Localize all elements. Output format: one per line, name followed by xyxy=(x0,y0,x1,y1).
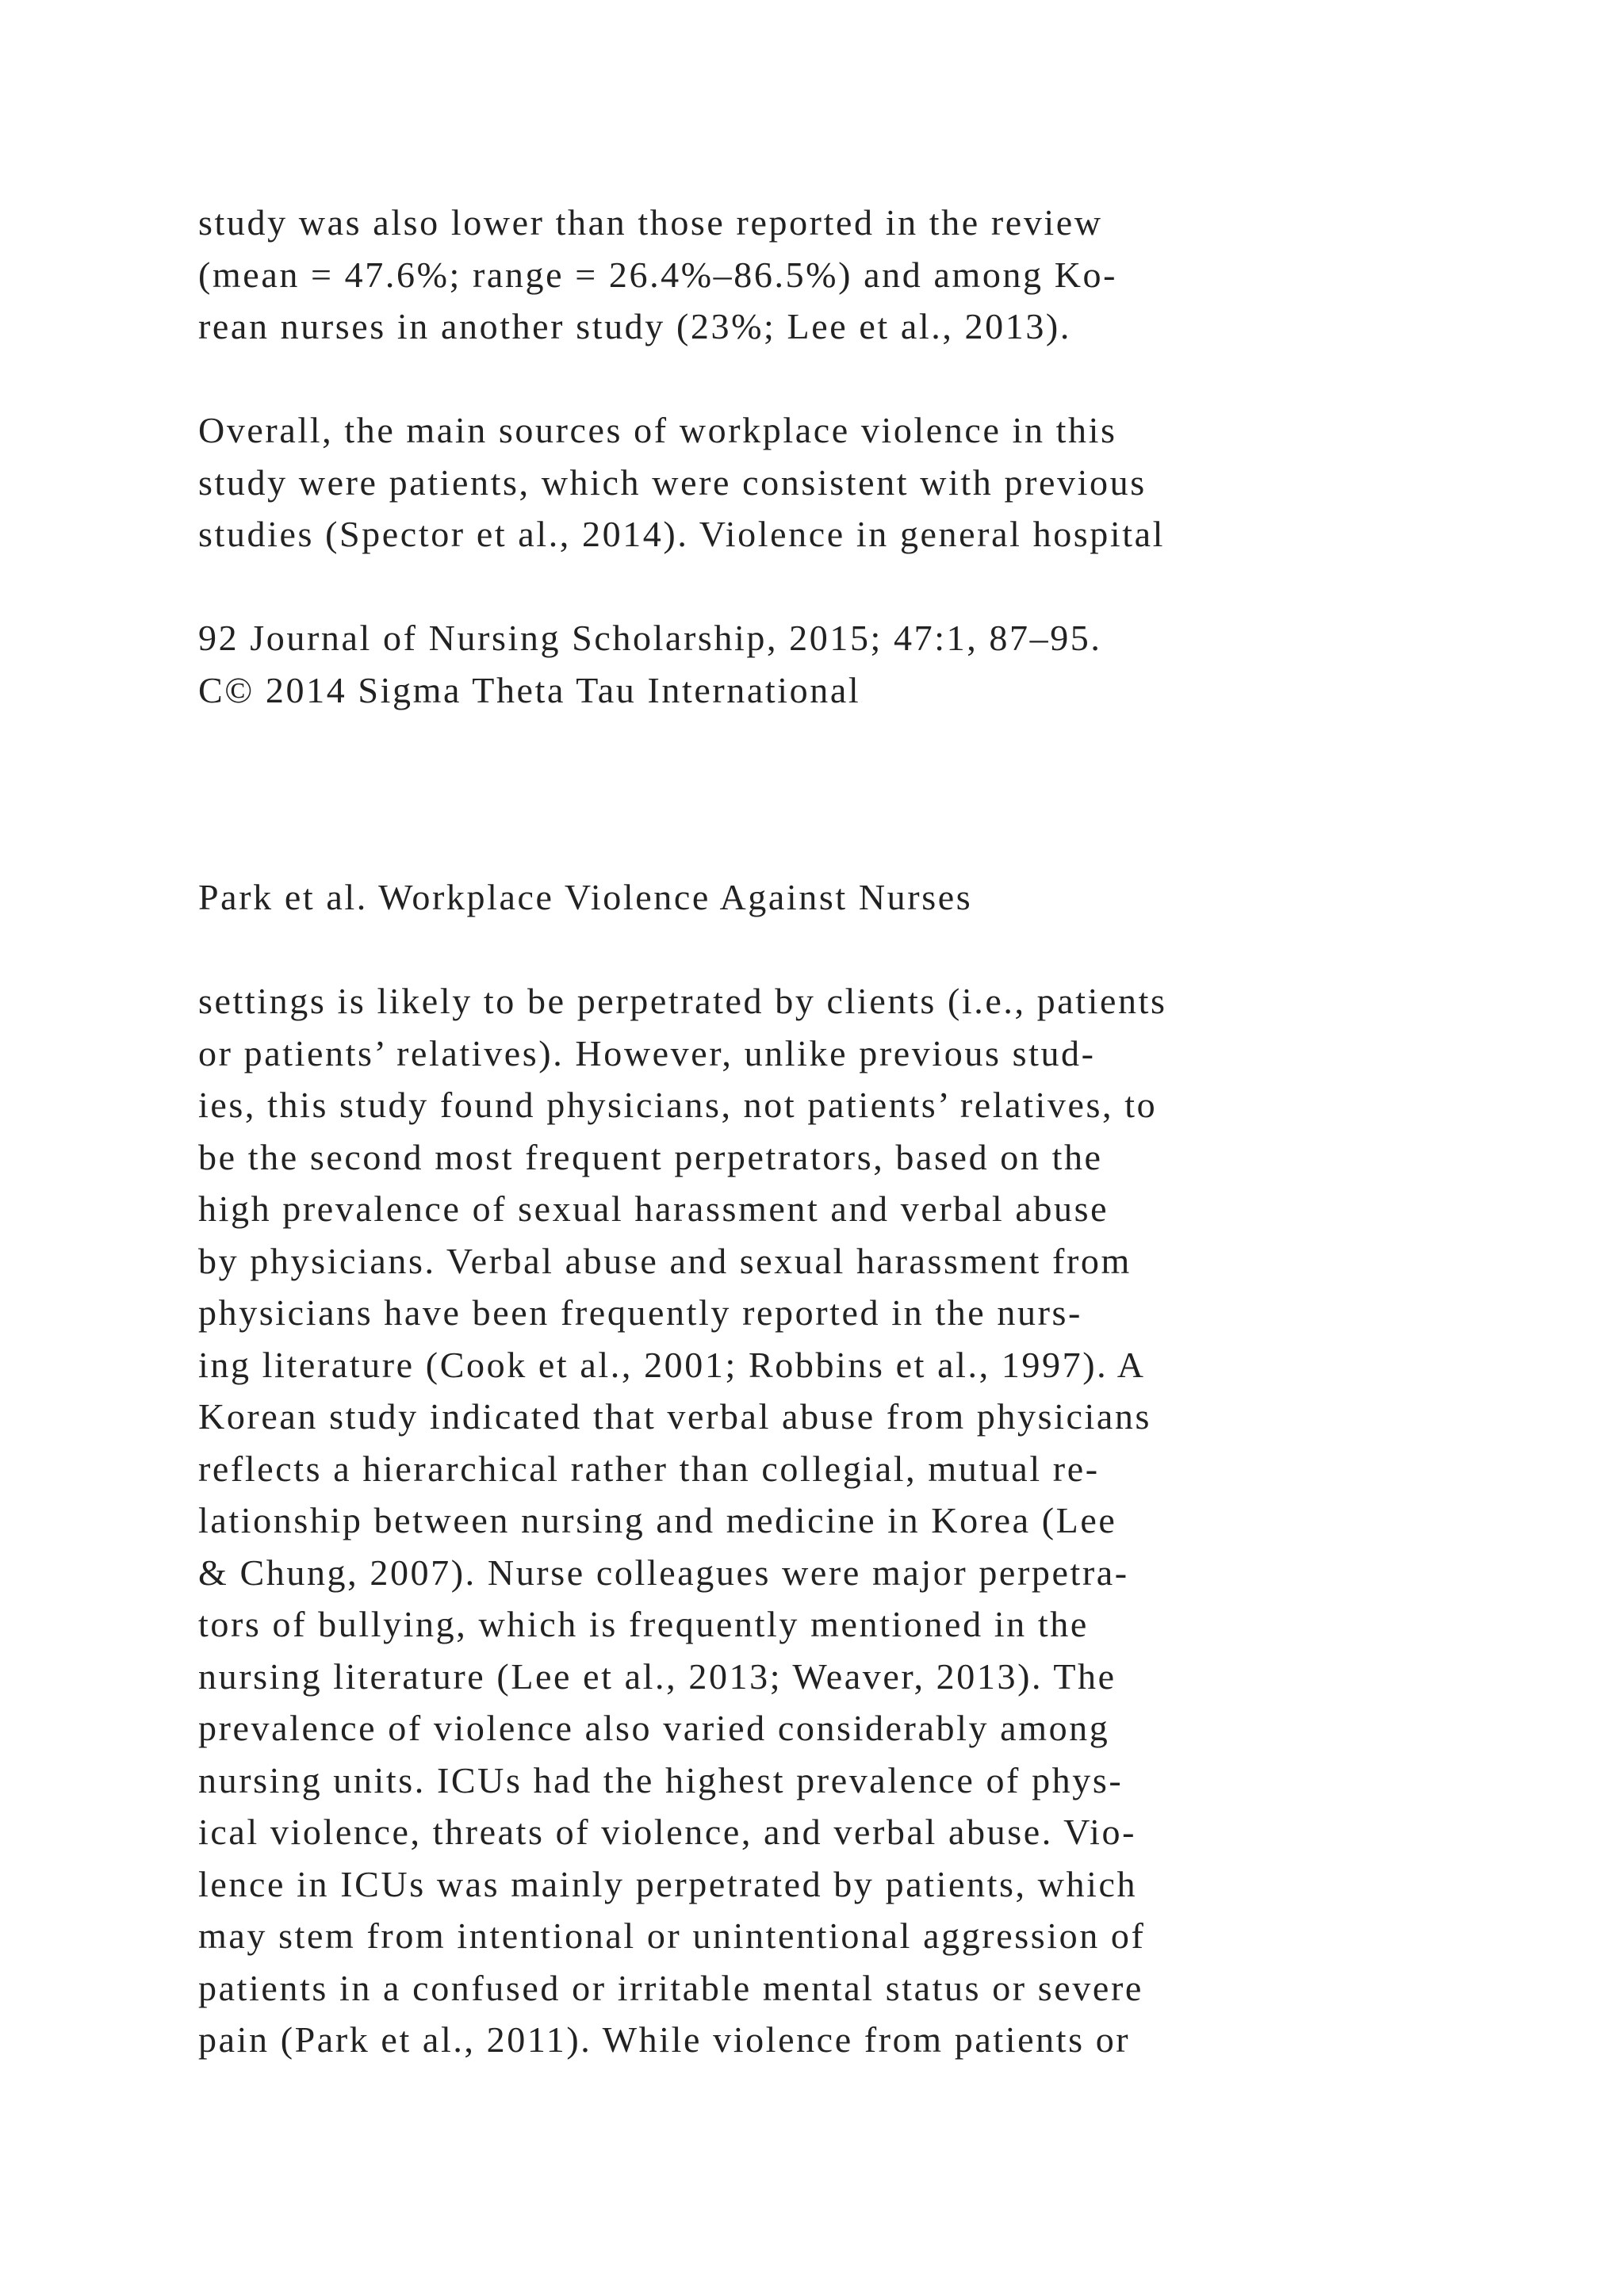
text-line: or patients’ relatives). However, unlike previous stud- xyxy=(198,1032,1096,1073)
text-line: Overall, the main sources of workplace violence in this xyxy=(198,410,1117,450)
text-line: study were patients, which were consistent with previous xyxy=(198,461,1147,503)
paragraph-settings xyxy=(198,975,1167,2066)
text-line: & Chung, 2007). Nurse colleagues were major perpetra- xyxy=(198,1552,1129,1593)
copyright-notice: C© 2014 Sigma Theta Tau International xyxy=(198,669,861,710)
text-line: nursing literature (Lee et al., 2013; Weaver, 2013). The xyxy=(198,1655,1116,1697)
text-line: study was also lower than those reported in the review xyxy=(198,202,1103,243)
text-line: pain (Park et al., 2011). While violence from patients or xyxy=(198,2019,1131,2060)
page-footer xyxy=(198,612,1102,716)
text-line: patients in a confused or irritable mental status or severe xyxy=(198,1967,1143,2008)
text-line: by physicians. Verbal abuse and sexual harassment from xyxy=(198,1240,1132,1281)
text-line: may stem from intentional or unintentional aggression of xyxy=(198,1915,1146,1956)
text-line: settings is likely to be perpetrated by clients (i.e., patients xyxy=(198,981,1167,1021)
text-line: rean nurses in another study (23%; Lee et al., 2013). xyxy=(198,306,1071,346)
running-header-text: Park et al. Workplace Violence Against Nurses xyxy=(198,877,973,917)
text-line: prevalence of violence also varied considerably among xyxy=(198,1708,1110,1748)
text-line: ical violence, threats of violence, and verbal abuse. Vio- xyxy=(198,1812,1137,1852)
text-line: lationship between nursing and medicine in Korea (Lee xyxy=(198,1500,1117,1540)
text-line: ies, this study found physicians, not patients’ relatives, to xyxy=(198,1085,1158,1125)
paragraph-continued xyxy=(198,197,1117,353)
text-line: high prevalence of sexual harassment and verbal abuse xyxy=(198,1188,1109,1229)
text-line: studies (Spector et al., 2014). Violence in general hospital xyxy=(198,514,1166,554)
text-line: lence in ICUs was mainly perpetrated by patients, which xyxy=(198,1863,1138,1904)
text-line: nursing units. ICUs had the highest prevalence of phys- xyxy=(198,1759,1124,1800)
running-header xyxy=(198,871,972,924)
text-line: be the second most frequent perpetrators, based on the xyxy=(198,1136,1103,1177)
text-line: physicians have been frequently reported in the nurs- xyxy=(198,1292,1082,1333)
journal-citation: 92 Journal of Nursing Scholarship, 2015; 47:1, 87–95. xyxy=(198,618,1102,658)
text-line: Korean study indicated that verbal abuse from physicians xyxy=(198,1396,1152,1437)
text-line: tors of bullying, which is frequently mentioned in the xyxy=(198,1604,1089,1644)
text-line: (mean = 47.6%; range = 26.4%–86.5%) and among Ko- xyxy=(198,254,1118,295)
paragraph-overall xyxy=(198,404,1165,561)
text-line: ing literature (Cook et al., 2001; Robbins et al., 1997). A xyxy=(198,1344,1146,1385)
text-line: reflects a hierarchical rather than collegial, mutual re- xyxy=(198,1448,1100,1489)
